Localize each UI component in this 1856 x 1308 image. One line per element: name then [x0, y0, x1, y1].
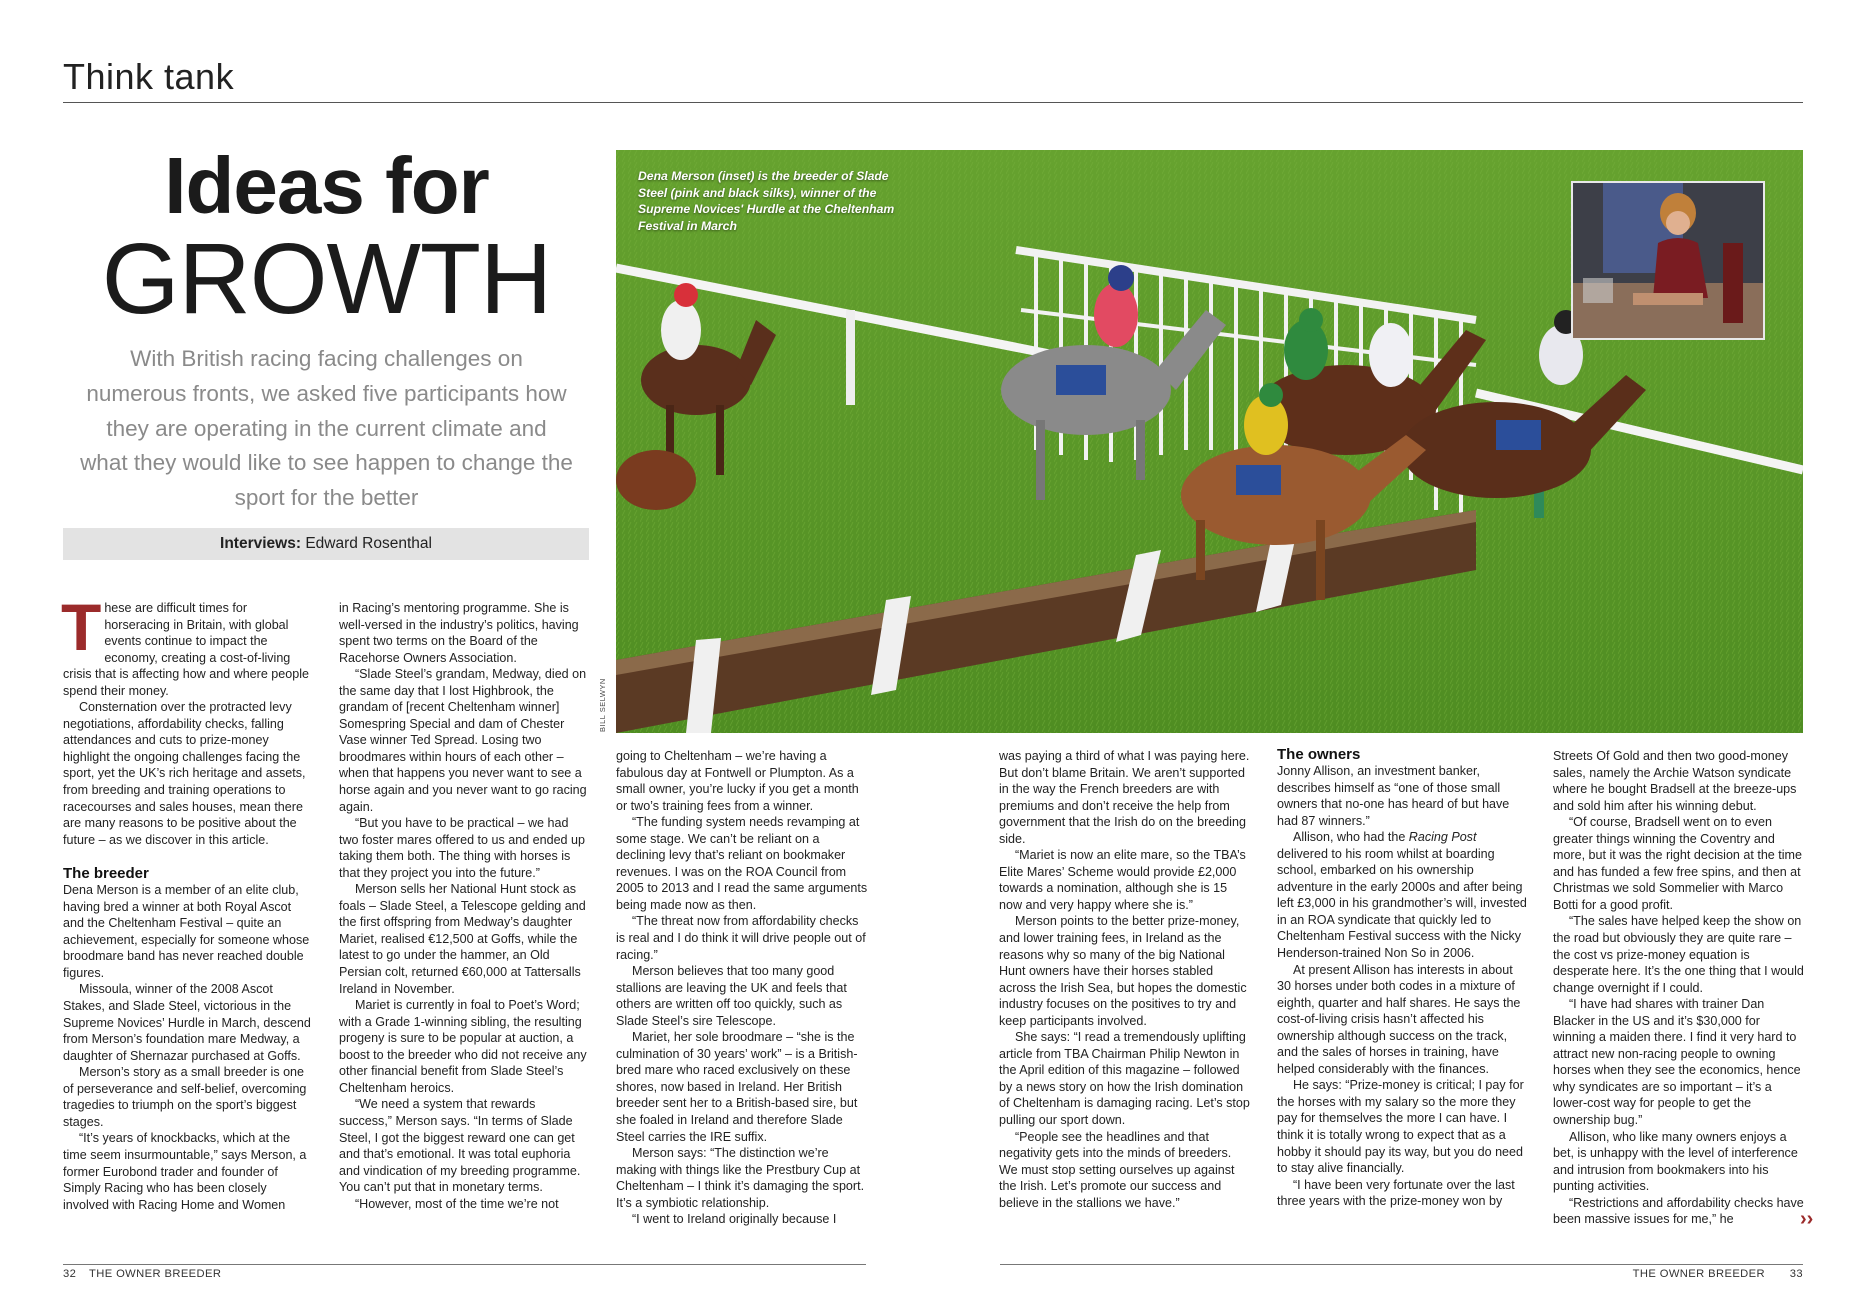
paragraph-text: Dena Merson is a member of an elite club, having bred a winner at both Royal Ascot and the Cheltenham Festival – quite an achievement, especially for someone whose broodmare band has never reached double figures. — [63, 883, 310, 980]
paragraph-text: “People see the headlines and that negativity gets into the minds of breeders. We must stop setting ourselves up against the Irish. Let’s promote our success and believe in the stallions we have.” — [999, 1129, 1235, 1210]
text-run: Allison, who had the — [1293, 830, 1409, 845]
paragraph — [616, 1029, 868, 1145]
paragraph-text: Merson points to the better prize-money, and lower training fees, in Ireland as the reasons why so many of the big National Hunt owners have their horses stabled across the Irish Sea, but hopes the domestic industry focuses on the positives to try and keep participants involved. — [999, 914, 1247, 1028]
paragraph-text: “Slade Steel’s grandam, Medway, died on the same day that I lost Highbrook, the grandam of [recent Cheltenham winner] Somespring Special and dam of Chester Vase winner Ted Spread. Losing two broodmares within hours of each other – when that happens you never want to see a horse again and you never want to go racing again. — [339, 667, 587, 814]
paragraph — [63, 981, 315, 1064]
paragraph — [63, 1064, 315, 1130]
paragraph — [339, 1196, 591, 1213]
interviewer-name: Edward Rosenthal — [305, 535, 432, 552]
paragraph-text: Streets Of Gold and then two good-money sales, namely the Archie Watson syndicate where he bought Bradsell at the breeze-ups and sold him after his winning debut. — [1553, 749, 1797, 813]
paragraph-text: Allison, who like many owners enjoys a bet, is unhappy with the level of interference and intrusion from bookmakers into his punting activities. — [1553, 1129, 1798, 1194]
paragraph — [1553, 1129, 1805, 1195]
photo-caption: Dena Merson (inset) is the breeder of Slade Steel (pink and black silks), winner of the Supreme Novices' Hurdle at the Cheltenham Festival in March — [638, 169, 895, 233]
paragraph-text: “The sales have helped keep the show on the road but obviously they are quite rare – the cost vs prize-money equation is desperate here. It’s the one thing that I would change overnight if I could. — [1553, 914, 1804, 995]
paragraph-text: Missoula, winner of the 2008 Ascot Stakes, and Slade Steel, victorious in the Supreme Novices’ Hurdle in March, descend from Merson’s foundation mare Medway, a daughter of Shernazar purchased at Goffs. — [63, 982, 311, 1063]
paragraph — [1277, 763, 1529, 829]
photo-credit: BILL SELWYN — [598, 678, 607, 732]
paragraph-text: “It’s years of knockbacks, which at the time seem insurmountable,” says Merson, a former Eurobond trader and founder of Simply Racing who has been closely involved with Racing Home and Women — [63, 1131, 307, 1212]
footer-divider-left — [63, 1264, 866, 1265]
paragraph — [63, 1130, 315, 1213]
paragraph-text: was paying a third of what I was paying here. But don’t blame Britain. We aren’t supported in the way the French breeders are with premiums and don’t receive the help from government that the Irish do on the breeding side. — [999, 749, 1250, 846]
paragraph — [63, 882, 315, 981]
paragraph — [999, 1129, 1251, 1212]
paragraph-text: Merson says: “The distinction we’re making with things like the Prestbury Cup at Cheltenham – I think it’s damaging the sport. It’s a symbiotic relationship. — [616, 1146, 865, 1210]
article-column-4 — [999, 748, 1251, 1211]
paragraph — [616, 963, 868, 1029]
paragraph-text: “I went to Ireland originally because I — [632, 1212, 837, 1227]
article-column-5 — [1277, 746, 1529, 1210]
paragraph — [616, 1211, 868, 1228]
paragraph-text: “Restrictions and affordability checks have been massive issues for me,” he — [1553, 1195, 1804, 1227]
article-column-6 — [1553, 748, 1805, 1228]
headline-line2: GROWTH — [101, 223, 552, 335]
paragraph — [999, 1029, 1251, 1128]
paragraph-text: Merson sells her National Hunt stock as foals – Slade Steel, a Telescope gelding and the first offspring from Medway’s daughter Mariet, realised €12,500 at Goffs, while the latest to go under the hammer, an Old Persian colt, returned €60,000 at Tattersalls Ireland in November. — [339, 882, 586, 996]
paragraph — [999, 748, 1251, 847]
paragraph-text: “I have had shares with trainer Dan Blacker in the US and it’s $30,000 for winning a maiden there. I find it very hard to attract new non-racing people to owning horses when they see the economics, hence why syndicates are so important – it’s a lower-cost way for people to get the ownership bug.” — [1553, 997, 1801, 1128]
inset-photo-dena-merson — [1571, 181, 1765, 340]
paragraph-text: “However, most of the time we’re not — [355, 1196, 559, 1211]
paragraph — [63, 699, 315, 848]
paragraph-text: He says: “Prize-money is critical; I pay for the horses with my salary so the more they pay for themselves the more I can have. I think it is totally wrong to expect that as a hobby it should pay its way, but you do need to stay alive financially. — [1277, 1078, 1524, 1176]
paragraph-text: “The funding system needs revamping at some stage. We can’t be reliant on a declining levy that’s reliant on bookmaker revenues. I was on the ROA Council from 2005 to 2013 and I read the same arguments being made now as then. — [616, 815, 868, 912]
paragraph — [616, 814, 868, 913]
paragraph — [1553, 1195, 1805, 1228]
paragraph-text: Jonny Allison, an investment banker, describes himself as “one of those small owners that no-one has heard of but have had 87 winners.” — [1277, 764, 1510, 828]
section-title: Think tank — [63, 56, 235, 97]
paragraph-text: hese are difficult times for horseracing in Britain, with global events continue to impact the economy, creating a cost-of-living crisis that is affecting how and where people spend their money. — [63, 601, 309, 698]
header-divider — [63, 102, 1803, 103]
page-number-right: 33 — [1789, 1268, 1803, 1280]
paragraph — [1277, 829, 1529, 961]
italic-title: Racing Post — [1408, 830, 1477, 845]
paragraph-text: “We need a system that rewards success,” Merson says. “In terms of Slade Steel, I got the biggest reward one can get and that’s emotional. It was total euphoria and vindication of my breeding programme. You can’t put that in monetary terms. — [339, 1097, 581, 1195]
footer-title-left: THE OWNER BREEDER — [89, 1268, 222, 1280]
paragraph-text: “The threat now from affordability checks is real and I do think it will drive people out of racing.” — [616, 914, 866, 962]
paragraph-text: Merson believes that too many good stallions are leaving the UK and feels that others are written off too quickly, such as Slade Steel’s sire Telescope. — [616, 964, 847, 1028]
paragraph-text: “Mariet is now an elite mare, so the TBA’s Elite Mares’ Scheme would provide £2,000 towards a nomination, although she is 15 now and very happy where she is.” — [999, 848, 1246, 912]
paragraph — [616, 748, 868, 814]
paragraph — [1553, 996, 1805, 1128]
paragraph — [339, 881, 591, 997]
paragraph-text: going to Cheltenham – we’re having a fabulous day at Fontwell or Plumpton. As a small owner, you’re lucky if you get a month or two’s training fees from a winner. — [616, 749, 859, 813]
article-column-1 — [61, 590, 315, 1213]
article-column-2 — [339, 600, 591, 1212]
paragraph — [1553, 913, 1805, 996]
continue-chevron-icon: ›› — [1800, 1208, 1814, 1230]
paragraph — [339, 997, 591, 1096]
paragraph-text: “I have been very fortunate over the last three years with the prize-money won by — [1277, 1177, 1515, 1209]
subheading: The owners — [1277, 746, 1361, 763]
standfirst: With British racing facing challenges on numerous fronts, we asked five participants how they are operating in the current climate and what they would like to see happen to change the sport for the better — [80, 346, 573, 511]
headline-line1: Ideas for — [164, 141, 489, 230]
interviews-label: Interviews: — [220, 535, 301, 552]
footer-divider-right — [1000, 1264, 1803, 1265]
paragraph-text: Consternation over the protracted levy negotiations, affordability checks, falling attendances and cuts to prize-money highlight the ongoing challenges facing the sport, yet the UK’s rich heritage and assets, from breeding and training operations to racecourses and sales houses, mean there are many reasons to be positive about the future – as we discover in this article. — [63, 700, 306, 847]
paragraph — [339, 1096, 591, 1195]
paragraph-text: Mariet is currently in foal to Poet’s Word; with a Grade 1-winning sibling, the resulting progeny is sure to be popular at auction, a boost to the breeder who did not receive any other financial benefit from Slade Steel’s Cheltenham heroics. — [339, 998, 587, 1095]
paragraph — [616, 1145, 868, 1211]
footer-title-right: THE OWNER BREEDER — [1632, 1268, 1765, 1280]
paragraph-text: “Of course, Bradsell went on to even greater things winning the Coventry and more, but it was the right decision at the time and has funded a few free spins, and then at Christmas we sold Sommelier with Marco Botti for a good profit. — [1553, 815, 1802, 912]
paragraph — [1277, 1177, 1529, 1210]
paragraph — [339, 600, 591, 666]
paragraph — [616, 913, 868, 963]
paragraph — [999, 847, 1251, 913]
paragraph — [61, 590, 315, 699]
paragraph-text: At present Allison has interests in about 30 horses under both codes in a mixture of eighth, quarter and half shares. He says the cost-of-living crisis hasn’t affected his ownership although success on the track, and the sales of horses in training, have helped considerably with the finances. — [1277, 962, 1521, 1076]
interviews-byline — [63, 528, 589, 560]
paragraph — [1553, 814, 1805, 913]
paragraph — [1277, 1077, 1529, 1176]
drop-cap: T — [61, 590, 102, 664]
paragraph-text: Merson’s story as a small breeder is one of perseverance and self-belief, overcoming tragedies to triumph on the sport’s biggest stages. — [63, 1065, 307, 1129]
paragraph — [339, 815, 591, 881]
paragraph-text: She says: “I read a tremendously uplifting article from TBA Chairman Philip Newton in the April edition of this magazine – followed by a news story on how the Irish domination of Cheltenham is damaging racing. Let’s stop pulling our sport down. — [999, 1030, 1250, 1128]
page-number-left: 32 — [63, 1268, 77, 1280]
paragraph — [339, 666, 591, 815]
paragraph — [1277, 962, 1529, 1078]
article-column-3 — [616, 748, 868, 1228]
inset-photo-illustration — [1573, 183, 1763, 338]
paragraph-text: in Racing’s mentoring programme. She is well-versed in the industry’s politics, having spent two terms on the Board of the Racehorse Owners Association. — [339, 601, 579, 665]
paragraph-text: “But you have to be practical – we had two foster mares offered to us and ended up taking them both. The thing with horses is that they project you into the future.” — [339, 816, 585, 880]
paragraph — [1553, 748, 1805, 814]
paragraph — [999, 913, 1251, 1029]
paragraph-text: Mariet, her sole broodmare – “she is the culmination of 30 years’ work” – is a British-bred mare who raced exclusively on these shores, now based in Ireland. Her British breeder sent her to a British-based sire, but she foaled in Ireland and therefore Slade Steel carries the IRE suffix. — [616, 1030, 858, 1144]
text-run: delivered to his room whilst at boarding school, embarked on his ownership adventure in the early 2000s and after being left £3,000 in his grandmother’s will, invested in an ROA syndicate that quickly led to Cheltenham Festival success with the Nicky Henderson-trained Non So in 2006. — [1277, 846, 1527, 961]
subheading: The breeder — [63, 865, 149, 883]
